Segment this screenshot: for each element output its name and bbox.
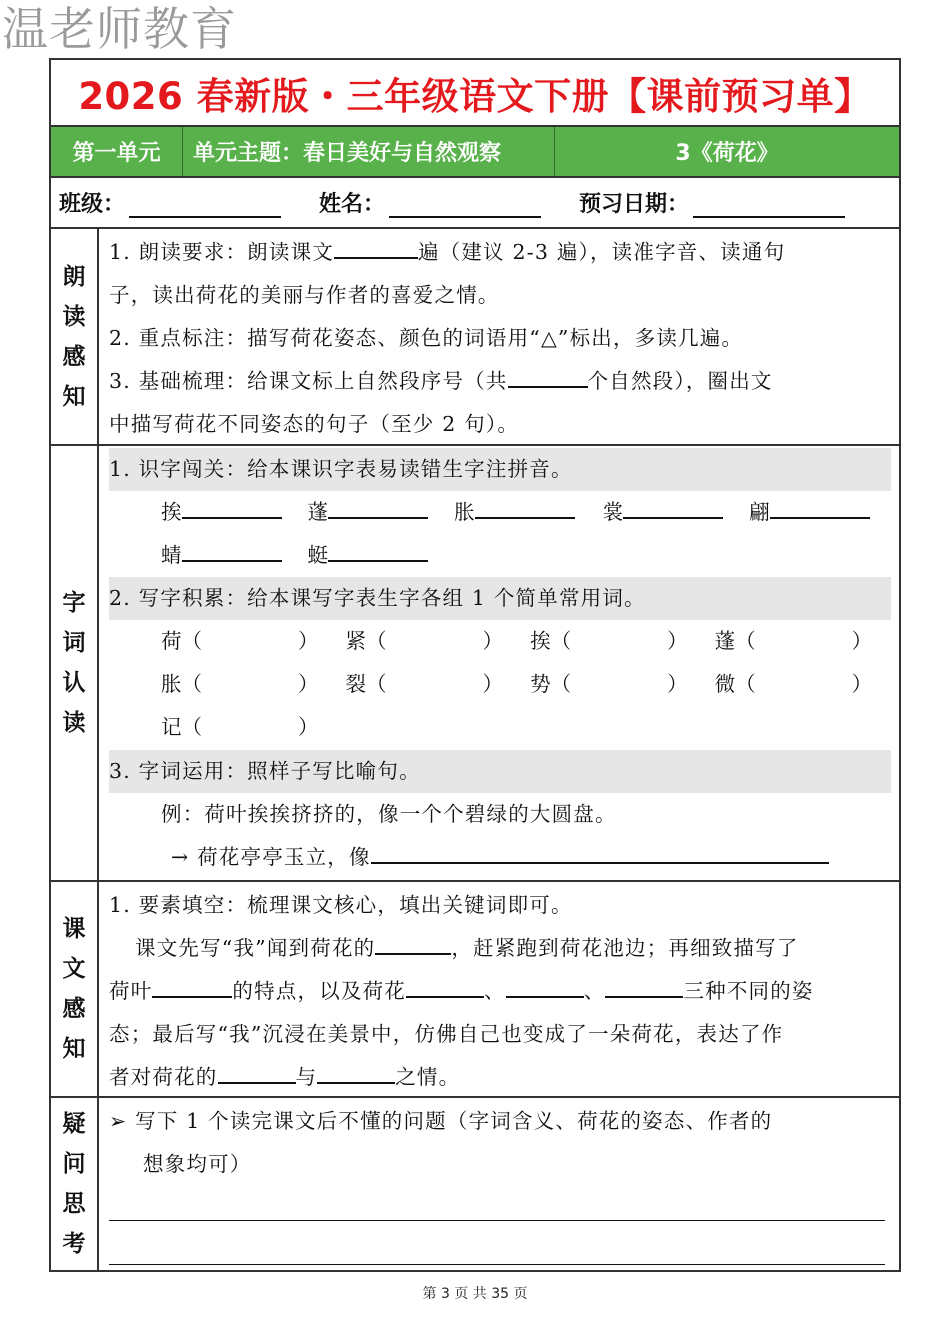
pinyin-blank[interactable]	[182, 540, 282, 562]
date-field[interactable]	[693, 196, 845, 218]
page-title: 2026 春新版・三年级语文下册【课前预习单】	[51, 60, 899, 127]
write-row-2: 胀（ ） 裂（ ） 势（ ） 微（ ）	[161, 672, 873, 696]
text-line-3: 荷叶 的特点，以及荷花 、 、 三种不同的姿	[109, 970, 891, 1013]
answer-line-1[interactable]	[109, 1220, 885, 1221]
leaf-feature-blank[interactable]	[152, 976, 232, 998]
read-times-blank[interactable]	[334, 237, 418, 259]
section-reading	[51, 229, 899, 446]
section-words	[51, 446, 899, 882]
words-heading-2: 2. 写字积累：给本课写字表生字各组 1 个简单常用词。	[109, 577, 891, 620]
simile-answer-blank[interactable]	[371, 842, 829, 864]
reading-line-2: 子，读出荷花的美丽与作者的喜爱之情。	[109, 283, 500, 307]
name-label: 姓名：	[319, 192, 386, 217]
text-line-4: 态；最后写“我”沉浸在美景中，仿佛自己也变成了一朵荷花，表达了作	[109, 1022, 784, 1046]
watermark: 温老师教育	[2, 2, 237, 56]
smell-blank[interactable]	[375, 933, 451, 955]
class-label: 班级：	[59, 192, 126, 217]
section-label-reading: 朗 读 感 知	[51, 229, 99, 444]
feeling-blank-2[interactable]	[317, 1062, 395, 1084]
posture-blank-3[interactable]	[605, 976, 683, 998]
section-label-words: 字 词 认 读	[51, 446, 99, 880]
unit-label: 第一单元	[51, 127, 183, 176]
reading-line-4: 3. 基础梳理：给课文标上自然段序号（共 个自然段），圈出文	[109, 360, 891, 403]
example-sentence: 例：荷叶挨挨挤挤的，像一个个碧绿的大圆盘。	[161, 802, 617, 826]
section-label-question: 疑 问 思 考	[51, 1098, 99, 1270]
pinyin-row-1: 挨 蓬 胀 裳 翩	[161, 491, 870, 534]
feeling-blank-1[interactable]	[218, 1062, 296, 1084]
section-label-text: 课 文 感 知	[51, 882, 99, 1096]
unit-header-row	[51, 127, 899, 178]
question-line-2: 想象均可）	[143, 1152, 252, 1176]
text-line-1: 1. 要素填空：梳理课文核心，填出关键词即可。	[109, 893, 573, 917]
bullet-arrow-icon: ➢	[109, 1109, 128, 1133]
unit-theme: 单元主题：春日美好与自然观察	[183, 127, 555, 176]
section-text	[51, 882, 899, 1098]
date-label: 预习日期：	[579, 192, 690, 217]
paragraph-count-blank[interactable]	[508, 366, 588, 388]
pinyin-row-2: 蜻 蜓	[161, 534, 428, 577]
question-line-1: ➢ 写下 1 个读完课文后不懂的问题（字词含义、荷花的姿态、作者的	[109, 1109, 773, 1133]
simile-prompt: → 荷花亭亭玉立，像	[171, 836, 891, 879]
pinyin-blank[interactable]	[328, 497, 428, 519]
pinyin-blank[interactable]	[182, 497, 282, 519]
page-footer: 第 3 页 共 35 页	[422, 1286, 528, 1302]
pinyin-blank[interactable]	[623, 497, 723, 519]
reading-line-5: 中描写荷花不同姿态的句子（至少 2 句）。	[109, 412, 520, 436]
posture-blank-1[interactable]	[406, 976, 484, 998]
pinyin-blank[interactable]	[770, 497, 870, 519]
lesson-title: 3《荷花》	[675, 141, 779, 166]
words-heading-1: 1. 识字闯关：给本课识字表易读错生字注拼音。	[109, 448, 891, 491]
worksheet	[49, 58, 901, 1272]
write-row-3: 记（ ）	[161, 715, 319, 739]
student-info-row	[51, 178, 899, 229]
section-question	[51, 1098, 899, 1270]
words-heading-3: 3. 字词运用：照样子写比喻句。	[109, 750, 891, 793]
reading-line-3: 2. 重点标注：描写荷花姿态、颜色的词语用“△”标出，多读几遍。	[109, 326, 744, 350]
pinyin-blank[interactable]	[475, 497, 575, 519]
answer-line-2[interactable]	[109, 1264, 885, 1265]
pinyin-blank[interactable]	[328, 540, 428, 562]
class-field[interactable]	[129, 196, 281, 218]
write-row-1: 荷（ ） 紧（ ） 挨（ ） 蓬（ ）	[161, 629, 873, 653]
text-line-5: 者对荷花的 与 之情。	[109, 1056, 891, 1099]
posture-blank-2[interactable]	[506, 976, 584, 998]
name-field[interactable]	[389, 196, 541, 218]
text-line-2: 课文先写“我”闻到荷花的 ，赶紧跑到荷花池边；再细致描写了	[135, 927, 891, 970]
reading-line-1: 1. 朗读要求：朗读课文 遍（建议 2-3 遍），读准字音、读通句	[109, 231, 891, 274]
